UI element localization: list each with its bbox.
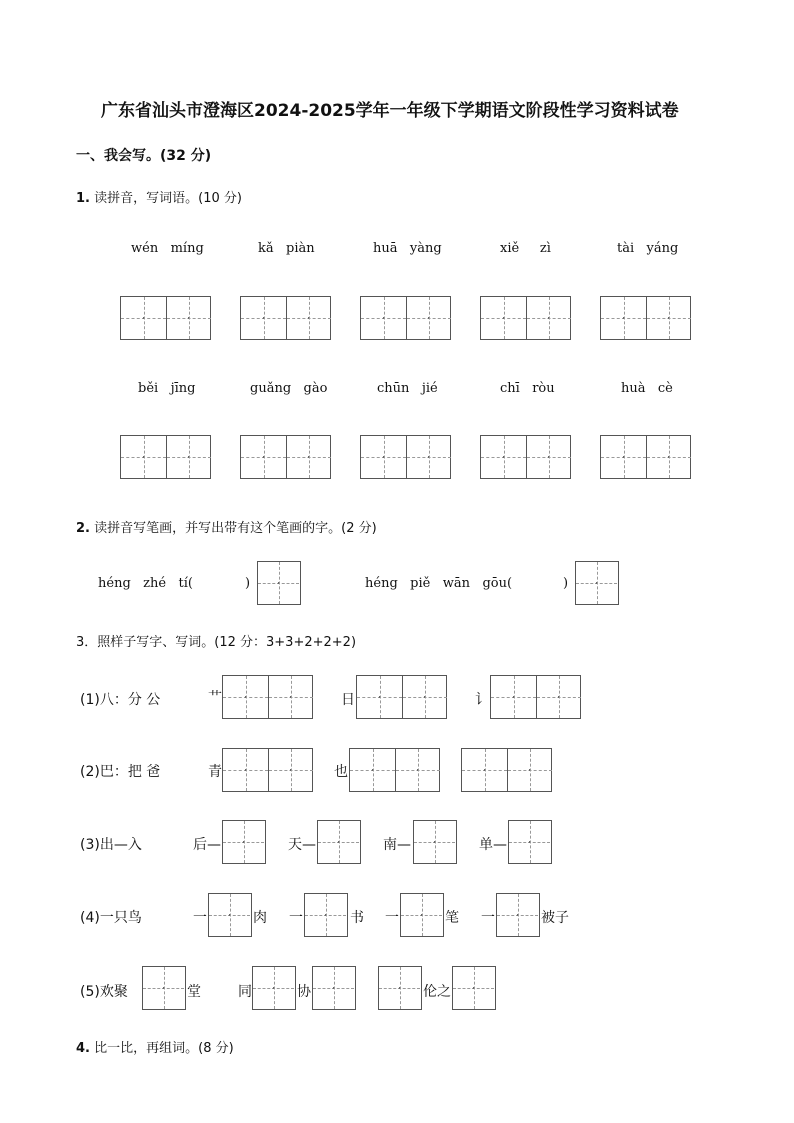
- writing-grid[interactable]: [360, 296, 451, 340]
- radical: 日: [341, 692, 355, 708]
- question-2: [76, 517, 377, 536]
- pinyin: chūn jié: [377, 381, 438, 396]
- pinyin: kǎ piàn: [258, 241, 315, 256]
- writing-grid[interactable]: [312, 966, 356, 1010]
- stroke-paren-close: ): [563, 576, 569, 591]
- pinyin: chī ròu: [500, 381, 555, 396]
- idiom-char: 堂: [187, 984, 201, 1000]
- writing-grid[interactable]: [452, 966, 496, 1010]
- writing-grid[interactable]: [360, 435, 451, 479]
- row-label: (1)八：分 公: [80, 692, 161, 708]
- question-number: 4.: [76, 1041, 90, 1056]
- radical: 讠: [475, 692, 489, 708]
- writing-grid[interactable]: [490, 675, 581, 719]
- writing-grid[interactable]: [480, 435, 571, 479]
- pinyin: wén míng: [131, 241, 204, 256]
- noun-word: 笔: [445, 910, 459, 926]
- writing-grid[interactable]: [356, 675, 447, 719]
- writing-grid[interactable]: [240, 435, 331, 479]
- writing-grid[interactable]: [142, 966, 186, 1010]
- antonym-prompt: 南—: [383, 837, 411, 853]
- writing-grid[interactable]: [304, 893, 348, 937]
- antonym-prompt: 单—: [479, 837, 507, 853]
- page-title: 广东省汕头市澄海区2024-2025学年一年级下学期语文阶段性学习资料试卷: [101, 101, 679, 121]
- stroke-pinyin: héng zhé tí(: [98, 576, 193, 591]
- quantity-prefix: 一: [385, 910, 399, 926]
- row-label: (3)出—入: [80, 837, 142, 853]
- stroke-paren-close: ): [245, 576, 251, 591]
- section-heading: 一、我会写。(32 分): [76, 148, 212, 164]
- radical: 艹: [208, 690, 222, 706]
- writing-grid[interactable]: [600, 435, 691, 479]
- writing-grid[interactable]: [120, 296, 211, 340]
- row-label: (5)欢聚: [80, 984, 128, 1000]
- row-label: (2)巴：把 爸: [80, 764, 161, 780]
- question-text: 比一比，再组词。(8 分): [94, 1041, 234, 1056]
- writing-grid[interactable]: [208, 893, 252, 937]
- writing-grid[interactable]: [461, 748, 552, 792]
- pinyin: huà cè: [621, 381, 673, 396]
- question-4: [76, 1037, 234, 1056]
- writing-grid[interactable]: [240, 296, 331, 340]
- idiom-char: 协: [297, 984, 311, 1000]
- quantity-prefix: 一: [289, 910, 303, 926]
- writing-grid[interactable]: [222, 675, 313, 719]
- stroke-pinyin: héng piě wān gōu(: [365, 576, 513, 591]
- question-number: 1.: [76, 191, 90, 206]
- writing-grid[interactable]: [222, 748, 313, 792]
- pinyin: huā yàng: [373, 241, 442, 256]
- question-3: 3．照样子写字、写词。(12 分：3+3+2+2+2): [76, 635, 357, 650]
- quantity-prefix: 一: [481, 910, 495, 926]
- pinyin: tài yáng: [617, 241, 679, 256]
- question-text: 读拼音写笔画，并写出带有这个笔画的字。(2 分): [94, 521, 377, 536]
- idiom-char: 伦之: [423, 984, 451, 1000]
- writing-grid[interactable]: [378, 966, 422, 1010]
- question-1: [76, 187, 242, 206]
- noun-word: 书: [350, 910, 364, 926]
- antonym-prompt: 后—: [193, 837, 221, 853]
- writing-grid[interactable]: [252, 966, 296, 1010]
- pinyin: běi jīng: [138, 381, 196, 396]
- writing-grid[interactable]: [349, 748, 440, 792]
- idiom-char: 同: [238, 984, 252, 1000]
- row-label: (4)一只鸟: [80, 910, 142, 926]
- writing-grid[interactable]: [400, 893, 444, 937]
- writing-grid[interactable]: [600, 296, 691, 340]
- writing-grid[interactable]: [496, 893, 540, 937]
- writing-grid[interactable]: [222, 820, 266, 864]
- writing-grid[interactable]: [413, 820, 457, 864]
- quantity-prefix: 一: [193, 910, 207, 926]
- question-text: 读拼音，写词语。(10 分): [94, 191, 242, 206]
- pinyin: xiě zì: [500, 241, 551, 256]
- writing-grid[interactable]: [257, 561, 301, 605]
- writing-grid[interactable]: [575, 561, 619, 605]
- writing-grid[interactable]: [120, 435, 211, 479]
- writing-grid[interactable]: [508, 820, 552, 864]
- noun-word: 肉: [253, 910, 267, 926]
- radical: 青: [208, 764, 222, 780]
- writing-grid[interactable]: [317, 820, 361, 864]
- antonym-prompt: 天—: [288, 837, 316, 853]
- radical: 也: [334, 764, 348, 780]
- writing-grid[interactable]: [480, 296, 571, 340]
- pinyin: guǎng gào: [250, 381, 328, 396]
- question-number: 2.: [76, 521, 90, 536]
- noun-word: 被子: [541, 910, 569, 926]
